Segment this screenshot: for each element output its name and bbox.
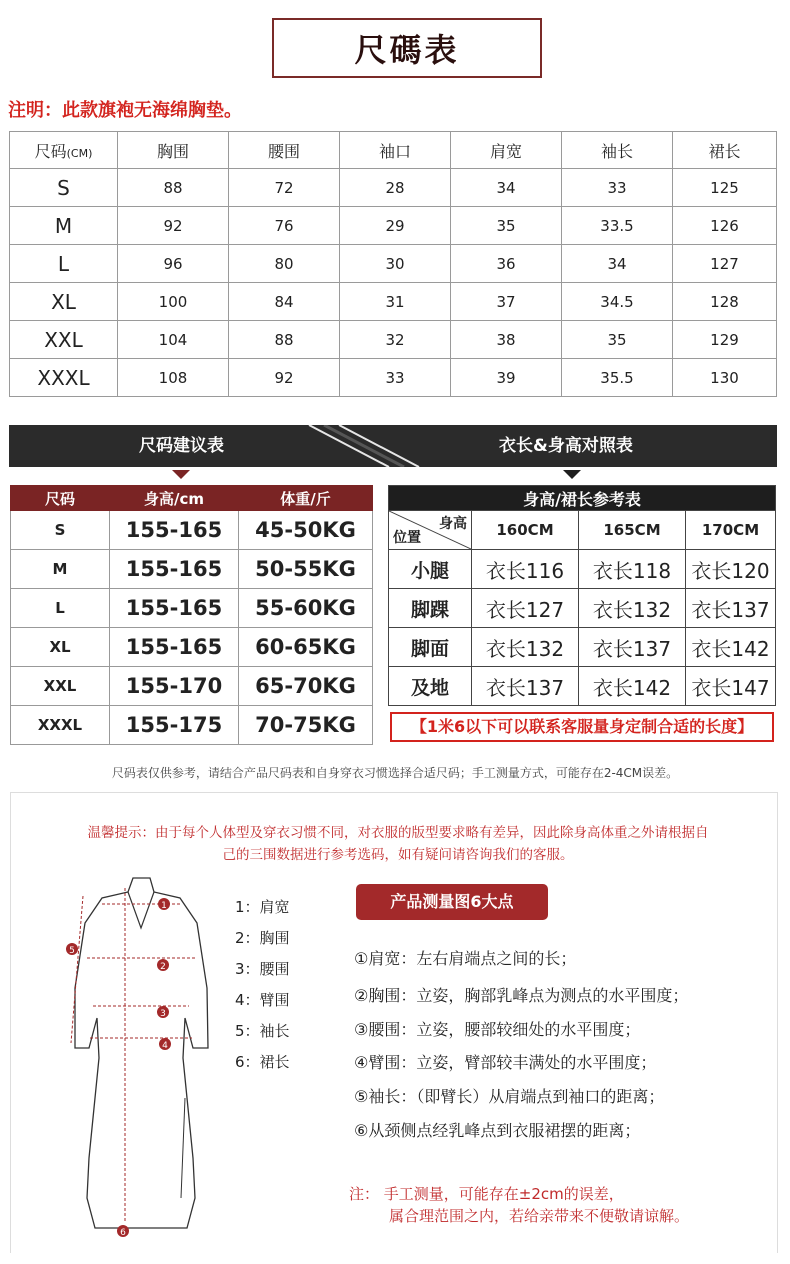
dress-slit [181,1098,185,1198]
size-recommendation-table [10,485,373,745]
height-header: 160CM [472,511,579,550]
value-cell: 126 [673,207,777,245]
table-row [11,589,373,628]
value-cell: 32 [340,321,451,359]
value-cell: 34.5 [562,283,673,321]
value-cell: 80 [229,245,340,283]
sleeve-line [71,896,83,1043]
header-cell: 肩宽 [451,132,562,169]
height-header: 165CM [579,511,686,550]
legend-item: 1：肩宽 [235,898,290,916]
svg-text:4: 4 [162,1041,168,1051]
size-cell: XL [11,628,110,667]
length-cell: 衣长120 [686,550,776,589]
length-cell: 衣长118 [579,550,686,589]
size-cell: S [10,169,118,207]
position-cell: 及地 [389,667,472,706]
legend-item: 3：腰围 [235,960,290,978]
value-cell: 35.5 [562,359,673,397]
value-cell: 30 [340,245,451,283]
measure-point: ③腰围：立姿，腰部较细处的水平围度； [354,1020,641,1039]
length-cell: 衣长147 [686,667,776,706]
section-banner [9,425,777,467]
warm-tip-line: 己的三围数据进行参考选码，如有疑问请咨询我们的客服。 [222,847,574,863]
size-cell: L [11,589,110,628]
height-cell: 155-175 [110,706,239,745]
size-cell: XXL [10,321,118,359]
table-row [389,628,776,667]
size-cell: XXL [11,667,110,706]
length-cell: 衣长142 [686,628,776,667]
value-cell: 34 [562,245,673,283]
table-row [11,667,373,706]
size-cell: XXXL [10,359,118,397]
svg-text:6: 6 [120,1228,126,1238]
legend-item: 5：袖长 [235,1022,290,1040]
banner-right-label: 衣长&身高对照表 [499,436,633,456]
position-cell: 脚面 [389,628,472,667]
value-cell: 88 [229,321,340,359]
table-row [11,511,373,550]
table-row [10,321,777,359]
value-cell: 130 [673,359,777,397]
length-cell: 衣长137 [686,589,776,628]
value-cell: 108 [118,359,229,397]
ref-title: 身高/裙长参考表 [389,486,776,511]
measure-point: ①肩宽：左右肩端点之间的长； [354,949,577,968]
weight-cell: 70-75KG [239,706,373,745]
header-cell: 胸围 [118,132,229,169]
measure-point: ⑥从颈侧点经乳峰点到衣服裙摆的距离； [354,1121,641,1140]
size-cell: L [10,245,118,283]
qipao-diagram [55,868,225,1253]
custom-length-note: 【1米6以下可以联系客服量身定制合适的长度】 [390,712,774,742]
marker-5 [66,943,78,956]
value-cell: 88 [118,169,229,207]
size-cell: M [11,550,110,589]
size-table-header [10,132,777,169]
marker-2 [157,959,169,972]
table-row [389,589,776,628]
value-cell: 125 [673,169,777,207]
value-cell: 127 [673,245,777,283]
legend-item: 4：臂围 [235,991,290,1009]
value-cell: 128 [673,283,777,321]
value-cell: 96 [118,245,229,283]
value-cell: 31 [340,283,451,321]
diagonal-header-cell [389,511,472,550]
attention-line: 属合理范围之内，若给亲带来不便敬请谅解。 [389,1207,690,1225]
length-cell: 衣长132 [579,589,686,628]
value-cell: 35 [562,321,673,359]
legend-item: 2：胸围 [235,929,290,947]
length-cell: 衣长127 [472,589,579,628]
banner-stripes [299,425,449,467]
height-header: 170CM [686,511,776,550]
value-cell: 34 [451,169,562,207]
value-cell: 37 [451,283,562,321]
length-cell: 衣长142 [579,667,686,706]
marker-4 [159,1038,171,1051]
length-cell: 衣长137 [579,628,686,667]
table-row [11,628,373,667]
header-cell: 裙长 [673,132,777,169]
height-cell: 155-170 [110,667,239,706]
banner-left-label: 尺码建议表 [139,436,224,456]
diag-top-label: 身高 [439,516,467,532]
length-cell: 衣长132 [472,628,579,667]
size-cell: XXXL [11,706,110,745]
length-cell: 衣长137 [472,667,579,706]
attention-line: 注： 手工测量，可能存在±2cm的误差， [349,1185,624,1203]
dress-outline [75,878,208,1228]
warm-tip [18,822,778,866]
header-cell: 袖口 [340,132,451,169]
table-row [11,706,373,745]
size-cell: S [11,511,110,550]
dress-collar [128,892,154,928]
value-cell: 129 [673,321,777,359]
table-row [10,207,777,245]
legend-item: 6：裙长 [235,1053,290,1071]
table-row [10,169,777,207]
marker-3 [157,1006,169,1019]
svg-text:3: 3 [160,1009,166,1019]
rec-header [11,486,373,511]
title-box [272,18,542,78]
position-cell: 脚踝 [389,589,472,628]
value-cell: 39 [451,359,562,397]
value-cell: 38 [451,321,562,359]
svg-text:5: 5 [69,946,75,956]
measure-point: ④臂围：立姿，臂部较丰满处的水平围度； [354,1053,657,1072]
value-cell: 36 [451,245,562,283]
value-cell: 76 [229,207,340,245]
disclaimer-text: 尺码表仅供参考，请结合产品尺码表和自身穿衣习惯选择合适尺码；手工测量方式，可能存在2-4CM误差。 [111,766,679,780]
header-cell: 袖长 [562,132,673,169]
height-cell: 155-165 [110,589,239,628]
value-cell: 72 [229,169,340,207]
padding-note: 注明：此款旗袍无海绵胸垫。 [8,100,242,121]
value-cell: 33 [340,359,451,397]
table-row [10,359,777,397]
length-cell: 衣长116 [472,550,579,589]
page-title: 尺碼表 [354,31,460,69]
measure-point: ②胸围：立姿，胸部乳峰点为测点的水平围度； [354,986,689,1005]
table-row [389,550,776,589]
value-cell: 33 [562,169,673,207]
diag-bottom-label: 位置 [393,530,421,546]
table-row [10,283,777,321]
header-cell: 身高/cm [110,486,239,511]
length-reference-table [388,485,776,706]
table-row [10,245,777,283]
weight-cell: 60-65KG [239,628,373,667]
table-row [389,667,776,706]
measure-point: ⑤袖长：（即臂长）从肩端点到袖口的距离； [354,1087,665,1106]
header-cell: 腰围 [229,132,340,169]
value-cell: 28 [340,169,451,207]
svg-text:1: 1 [161,901,167,911]
position-cell: 小腿 [389,550,472,589]
value-cell: 92 [118,207,229,245]
value-cell: 100 [118,283,229,321]
table-row [11,550,373,589]
ref-title-row [389,486,776,511]
size-cell: M [10,207,118,245]
value-cell: 104 [118,321,229,359]
header-cell: 尺码 [11,486,110,511]
measurement-points-button: 产品测量图6大点 [356,884,548,920]
height-cell: 155-165 [110,628,239,667]
value-cell: 84 [229,283,340,321]
value-cell: 33.5 [562,207,673,245]
svg-text:2: 2 [160,962,166,972]
height-cell: 155-165 [110,511,239,550]
header-cell: 尺码(CM) [10,132,118,169]
left-pointer [172,470,190,479]
value-cell: 92 [229,359,340,397]
value-cell: 35 [451,207,562,245]
weight-cell: 55-60KG [239,589,373,628]
weight-cell: 45-50KG [239,511,373,550]
weight-cell: 50-55KG [239,550,373,589]
marker-6 [117,1225,129,1238]
size-cell: XL [10,283,118,321]
height-cell: 155-165 [110,550,239,589]
marker-1 [158,898,170,911]
weight-cell: 65-70KG [239,667,373,706]
size-table [9,131,777,397]
header-cell: 体重/斤 [239,486,373,511]
ref-height-row [389,511,776,550]
value-cell: 29 [340,207,451,245]
right-pointer [563,470,581,479]
warm-tip-line: 温馨提示：由于每个人体型及穿衣习惯不同，对衣服的版型要求略有差异，因此除身高体重之外请根据自 [87,825,709,841]
